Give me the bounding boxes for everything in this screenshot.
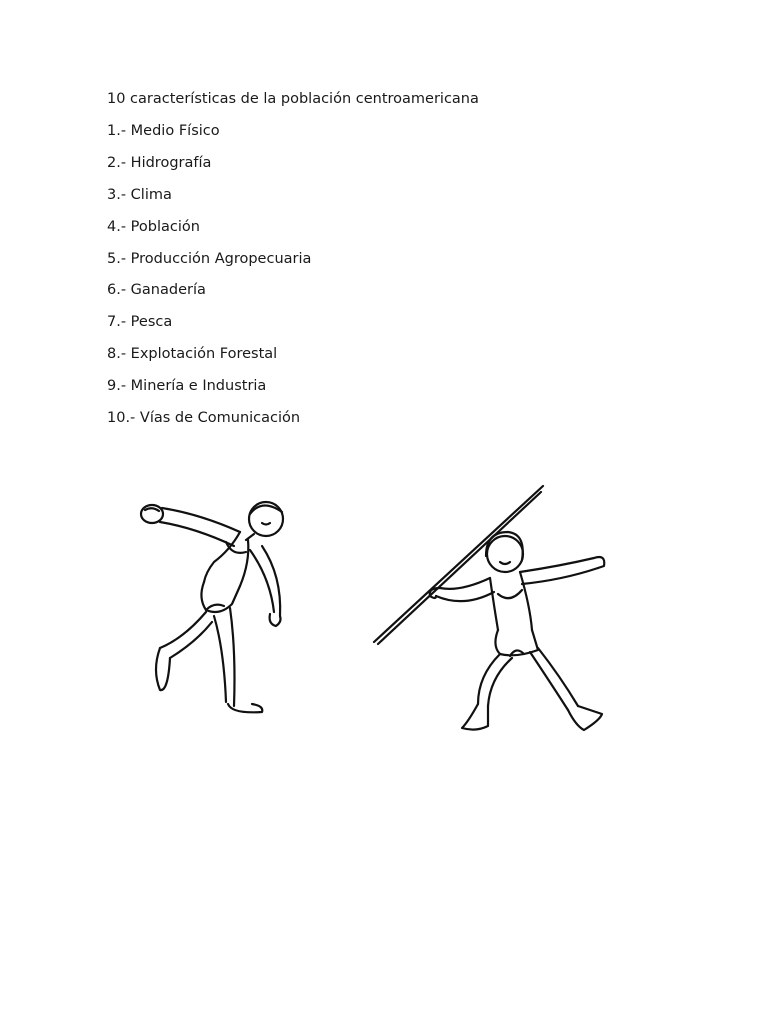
list-item: 3.- Clima [107,186,172,203]
list-item: 2.- Hidrografía [107,154,212,171]
discus-thrower-figure [141,502,283,712]
list-item: 6.- Ganadería [107,282,206,299]
athletes-illustration [0,470,768,750]
list-item: 4.- Población [107,218,200,235]
list-item: 7.- Pesca [107,314,173,331]
list-item: 9.- Minería e Industria [107,378,267,395]
text-block [107,88,667,439]
list-item: 5.- Producción Agropecuaria [107,250,312,267]
list-item: 1.- Medio Físico [107,123,220,139]
document-title: 10 características de la población centroamericana [107,91,479,107]
list-item: 8.- Explotación Forestal [107,346,278,363]
list-item: 10.- Vías de Comunicación [107,410,301,427]
javelin-thrower-figure [374,486,604,730]
